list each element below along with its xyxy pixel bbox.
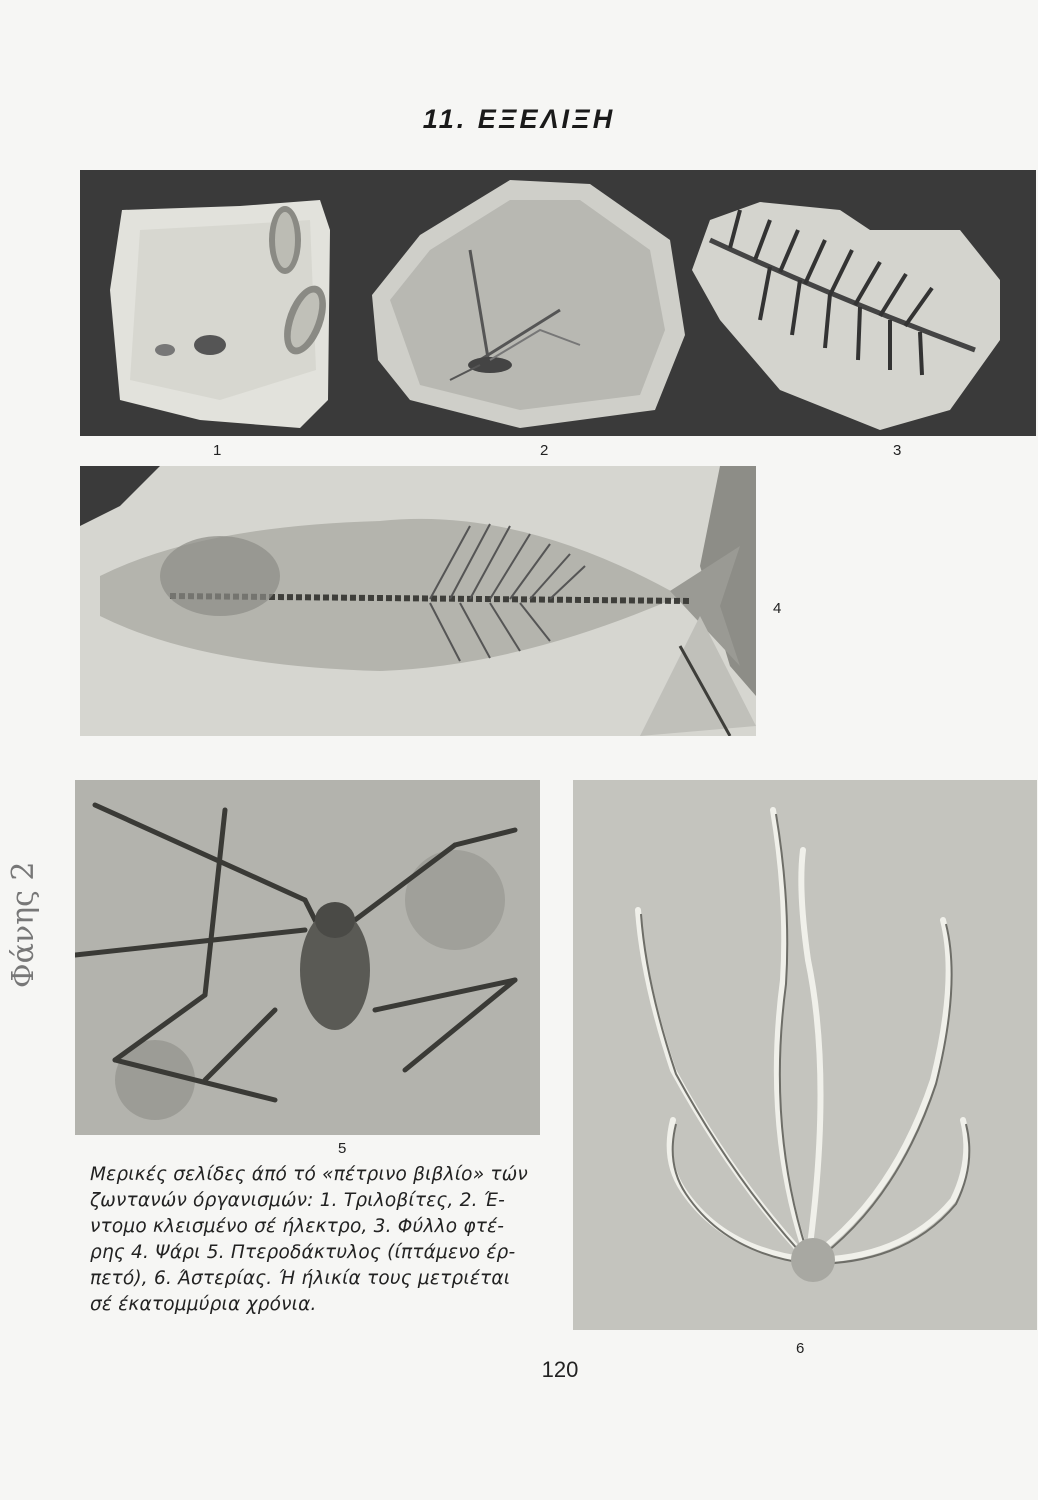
caption-line: ζωντανών όργανισμών: 1. Τριλοβίτες, 2. Έ- bbox=[90, 1190, 506, 1211]
figure-number-1: 1 bbox=[213, 442, 222, 459]
pterodactyl-fossil-photo bbox=[75, 780, 540, 1135]
starfish-fossil-photo bbox=[573, 780, 1037, 1330]
page-number: 120 bbox=[541, 1357, 579, 1382]
caption-line: πετό), 6. Άστερίας. Ή ήλικία τους μετριέται bbox=[90, 1268, 511, 1289]
caption-line: ντομο κλεισμένο σέ ήλεκτρο, 3. Φύλλο φτέ- bbox=[90, 1216, 505, 1237]
fossil-strip-photo bbox=[80, 170, 1036, 436]
caption-line: ρης 4. Ψάρι 5. Πτεροδάκτυλος (ίπτάμενο έρ- bbox=[90, 1242, 516, 1263]
page-title: 11. ΕΞΕΛΙΞΗ bbox=[422, 104, 616, 134]
figure-number-4: 4 bbox=[773, 600, 782, 617]
fish-fossil-photo bbox=[80, 466, 756, 736]
trilobite-fossil-image bbox=[110, 200, 334, 428]
handwritten-note: Φάνης 2 bbox=[6, 861, 41, 988]
figure-caption bbox=[90, 1162, 560, 1318]
figure-number-3: 3 bbox=[893, 442, 902, 459]
figure-number-5: 5 bbox=[338, 1140, 347, 1157]
figure-number-6: 6 bbox=[796, 1340, 805, 1357]
figure-number-2: 2 bbox=[540, 442, 549, 459]
caption-line: Μερικές σελίδες άπό τό «πέτρινο βιβλίο» τών bbox=[90, 1164, 528, 1185]
caption-line: σέ έκατομμύρια χρόνια. bbox=[90, 1294, 317, 1315]
